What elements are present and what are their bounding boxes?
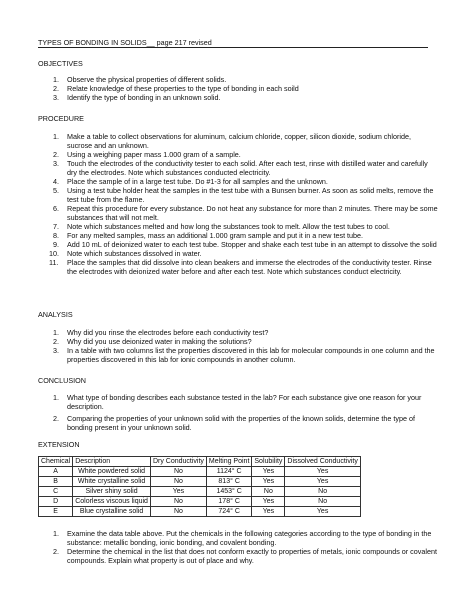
- list-item: 1. Examine the data table above. Put the chemicals in the following categories according to the type of bonding in the substance: metallic bonding, ionic bonding, and covalent bonding.: [53, 529, 432, 547]
- list-item: 10. Note which substances dissolved in water.: [49, 249, 202, 258]
- list-item: 2. Using a weighing paper mass 1.000 gram of a sample.: [53, 150, 241, 159]
- list-item: 7. Note which substances melted and how long the substances took to melt. Allow the test tubes to cool.: [53, 222, 390, 231]
- list-item: 4. Place the sample of in a large test tube. Do #1-3 for all samples and the unknown.: [53, 177, 328, 186]
- list-item: 3. In a table with two columns list the properties discovered in this lab for molecular compounds in one column and the properties discovered in this lab for ionic compounds in another column.: [53, 346, 435, 364]
- list-item: 1. Make a table to collect observations for aluminum, calcium chloride, copper, silicon dioxide, sodium chloride, sucrose and an unknown.: [53, 132, 411, 150]
- objectives-list: [38, 75, 438, 102]
- table-row: B White crystalline solid No 813° C Yes Yes: [39, 477, 361, 487]
- list-item: 5. Using a test tube holder heat the samples in the test tube with a Bunsen burner. As soon as solid melts, remove the test tube from the flame.: [53, 186, 434, 204]
- procedure-list: [38, 132, 438, 276]
- extension-list: [38, 529, 438, 565]
- conclusion-heading: CONCLUSION: [38, 376, 86, 385]
- list-item: 2. Comparing the properties of your unknown solid with the properties of the known solids, determine the type of bonding present in your unknown solid.: [53, 414, 415, 432]
- page-title: TYPES OF BONDING IN SOLIDS__ page 217 revised: [38, 38, 428, 48]
- column-header: Description: [73, 457, 151, 467]
- extension-heading: EXTENSION: [38, 440, 80, 449]
- analysis-list: [38, 328, 438, 364]
- objectives-heading: OBJECTIVES: [38, 59, 83, 68]
- table-row: A White powdered solid No 1124° C Yes Yes: [39, 467, 361, 477]
- procedure-heading: PROCEDURE: [38, 114, 84, 123]
- analysis-heading: ANALYSIS: [38, 310, 73, 319]
- column-header: Dissolved Conductivity: [285, 457, 360, 467]
- column-header: Melting Point: [206, 457, 251, 467]
- table-row: E Blue crystalline solid No 724° C Yes Yes: [39, 507, 361, 517]
- list-item: 2. Relate knowledge of these properties to the type of bonding in each soild: [53, 84, 299, 93]
- table-row: D Colorless viscous liquid No 178° C Yes No: [39, 497, 361, 507]
- column-header: Solubility: [252, 457, 285, 467]
- list-item: 2. Determine the chemical in the list that does not conform exactly to properties of metals, ionic compounds or covalent compounds. Explain what property is out of place and why.: [53, 547, 437, 565]
- table-header-row: [39, 457, 361, 467]
- column-header: Dry Conductivity: [150, 457, 206, 467]
- conclusion-list: [38, 393, 438, 432]
- list-item: 1. Why did you rinse the electrodes before each conductivity test?: [53, 328, 269, 337]
- list-item: 1. What type of bonding describes each substance tested in the lab? For each substance give one reason for your description.: [53, 393, 422, 411]
- list-item: 3. Identify the type of bonding in an unknown solid.: [53, 93, 221, 102]
- list-item: 2. Why did you use deionized water in making the solutions?: [53, 337, 252, 346]
- list-item: 6. Repeat this procedure for every substance. Do not heat any substance for more than 2 minutes. There may be some substances that will not melt.: [53, 204, 438, 222]
- list-item: 1. Observe the physical properties of different solids.: [53, 75, 227, 84]
- list-item: 11. Place the samples that did dissolve into clean beakers and immerse the electrodes of the conductivity tester. Rinse the electrodes with deionized water before and after each test. Note which substances conduct electricity.: [49, 258, 432, 276]
- column-header: Chemical: [39, 457, 73, 467]
- list-item: 8. For any melted samples, mass an additional 1.000 gram sample and put it in a new test tube.: [53, 231, 364, 240]
- list-item: 3. Touch the electrodes of the conductivity tester to each solid. After each test, rinse with distilled water and carefully dry the electrodes. Note which substances conducted electricity.: [53, 159, 428, 177]
- list-item: 9. Add 10 mL of deionized water to each test tube. Stopper and shake each test tube in an attempt to dissolve the solid: [53, 240, 437, 249]
- table-row: C Silver shiny solid Yes 1453° C No No: [39, 487, 361, 497]
- data-table: [38, 456, 361, 517]
